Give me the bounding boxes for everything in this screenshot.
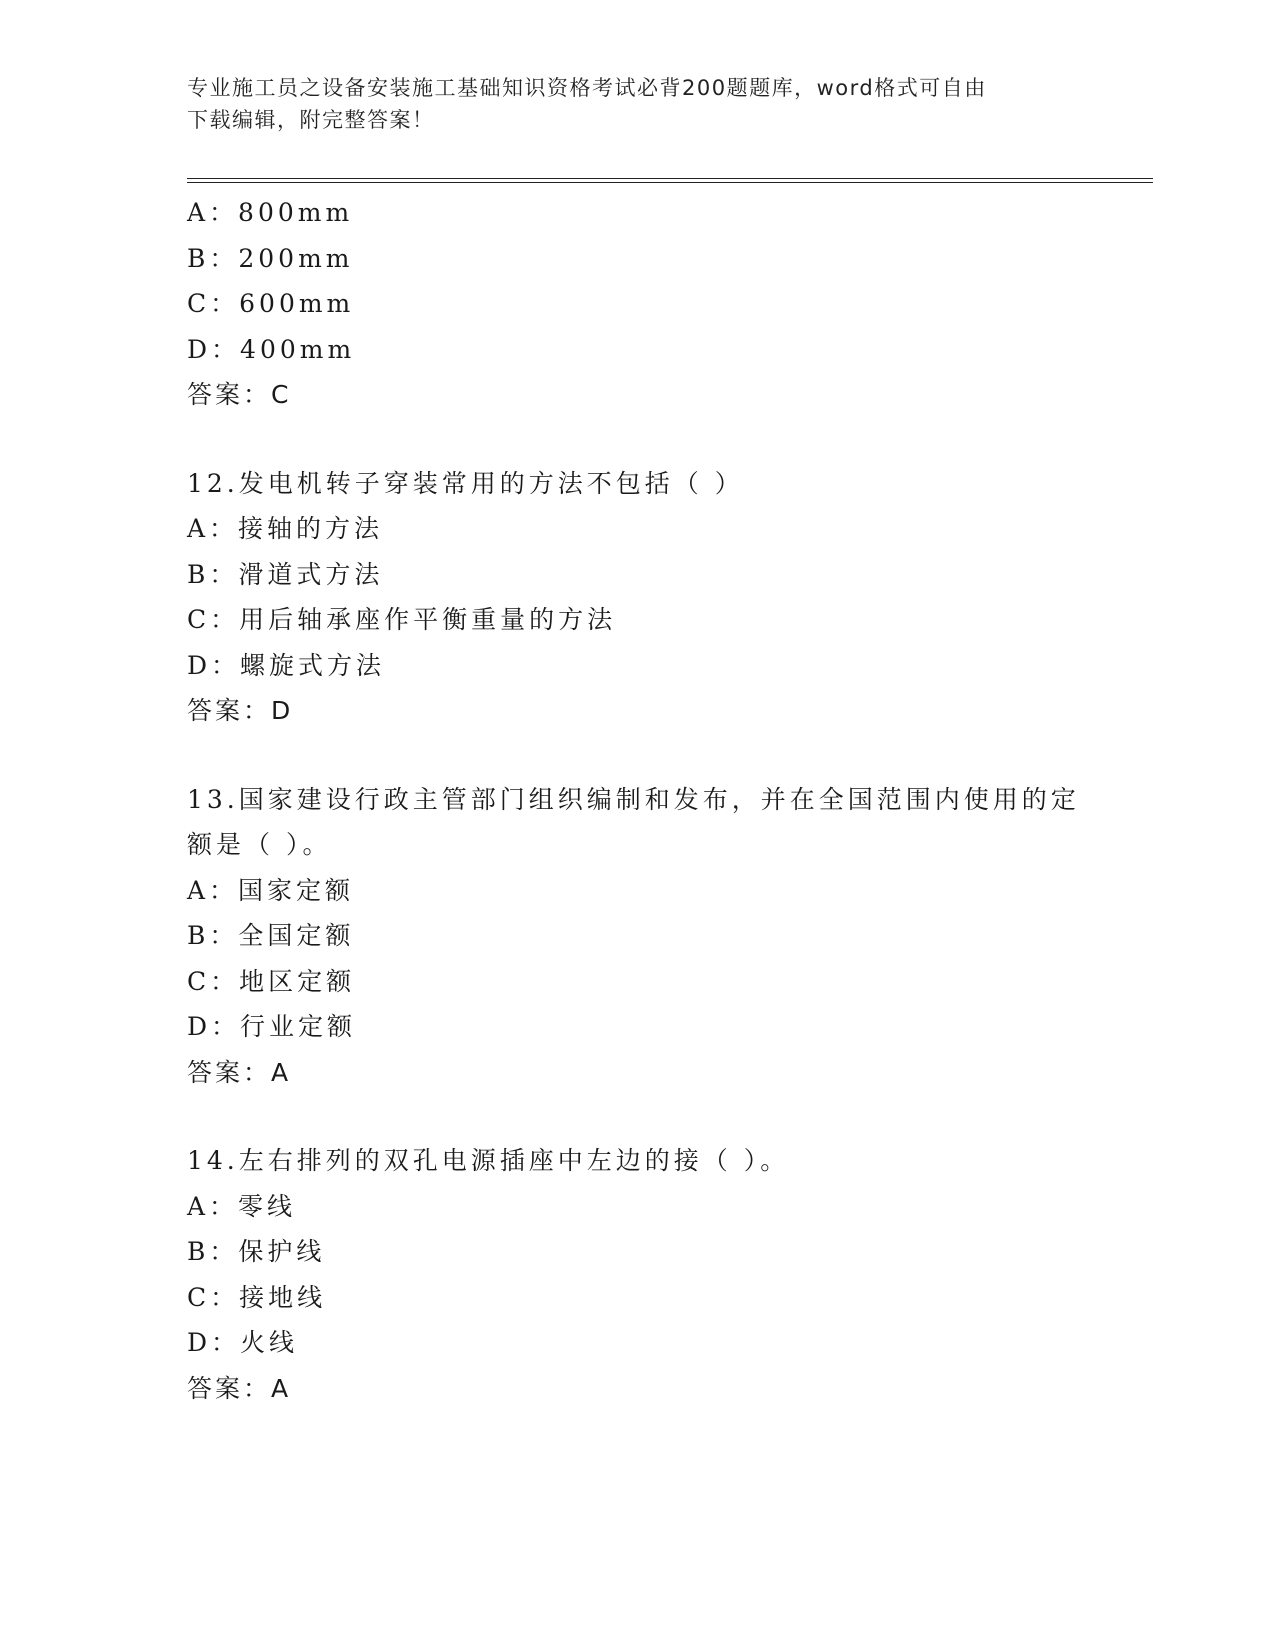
block-spacer [187,418,1147,461]
header-divider [187,178,1153,183]
option-c: C：用后轴承座作平衡重量的方法 [187,605,617,634]
question-stem: 12.发电机转子穿装常用的方法不包括（ ） [187,468,744,498]
option-d: D：火线 [187,1328,299,1357]
option-d: D：行业定额 [187,1012,357,1041]
option-c: C：600mm [187,289,355,318]
option-b: B：滑道式方法 [187,559,384,589]
block-spacer [187,1095,1147,1138]
option-a: A：800mm [187,198,354,227]
question-block-14 [187,1138,1147,1411]
option-d: D：400mm [187,334,356,364]
document-header [187,72,1067,136]
option-a: A：零线 [187,1191,297,1221]
question-block-13 [187,777,1147,1096]
option-b: B：保护线 [187,1237,326,1266]
option-b: B：全国定额 [187,921,355,950]
block-spacer [187,734,1147,777]
option-c: C：地区定额 [187,966,356,996]
question-block-11 [187,190,1147,418]
question-stem-line-2: 额是（ ）。 [187,830,332,859]
option-c: C：接地线 [187,1282,327,1312]
option-a: A：国家定额 [187,875,355,905]
question-stem-line-1: 13.国家建设行政主管部门组织编制和发布，并在全国范围内使用的定 [187,784,1080,814]
answer-line: 答案：C [187,380,292,409]
answer-line: 答案：D [187,696,294,725]
question-stem: 14.左右排列的双孔电源插座中左边的接（ ）。 [187,1146,790,1175]
question-block-12 [187,461,1147,734]
answer-line: 答案：A [187,1057,292,1087]
header-line-2: 下载编辑，附完整答案！ [187,108,435,132]
question-list [187,190,1147,1411]
option-a: A：接轴的方法 [187,514,384,543]
option-b: B：200mm [187,243,354,273]
header-line-1: 专业施工员之设备安装施工基础知识资格考试必背200题题库，word格式可自由 [187,76,987,100]
answer-line: 答案：A [187,1373,292,1403]
option-d: D：螺旋式方法 [187,650,386,680]
